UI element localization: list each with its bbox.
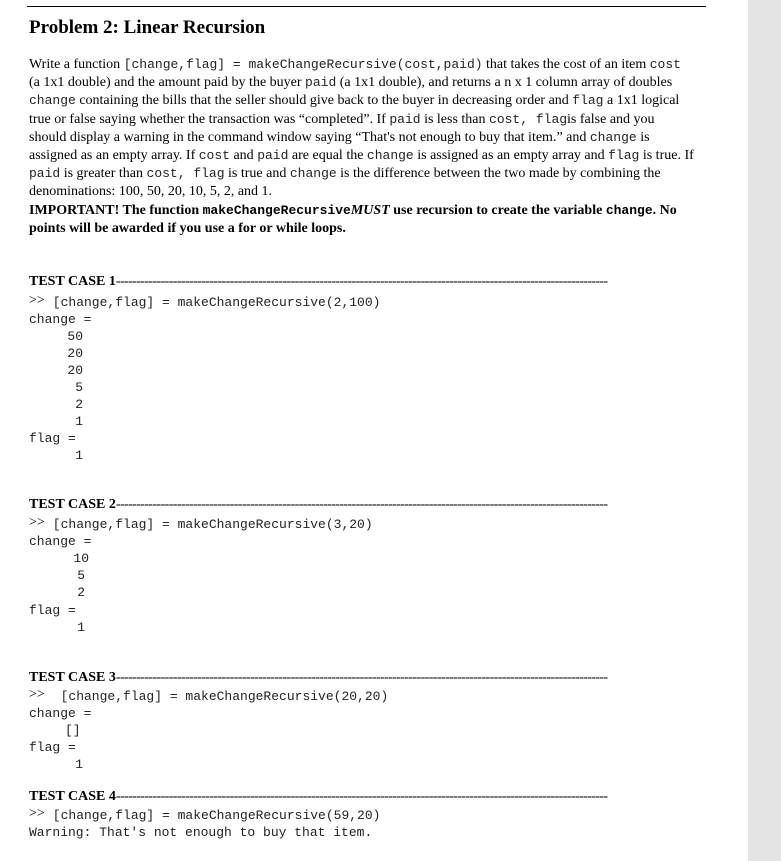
change-value: 20 xyxy=(67,346,83,361)
important-note: IMPORTANT! The function makeChangeRecursiveMUST use recursion to create the variable change. No points will be awarded if you use a for or while loops. xyxy=(29,202,677,236)
test-case-4-heading: TEST CASE 4------------------------------------------------------------------------------------------------------------------------- xyxy=(29,789,608,804)
command-line: [change,flag] = makeChangeRecursive(20,20) xyxy=(45,689,389,704)
function-signature: [change,flag] = makeChangeRecursive(cost,paid) xyxy=(123,57,483,72)
command-line: [change,flag] = makeChangeRecursive(59,20) xyxy=(45,808,381,823)
change-label: change = xyxy=(29,534,92,549)
change-value: 20 xyxy=(67,363,83,378)
flag-value: 1 xyxy=(75,448,83,463)
top-rule xyxy=(27,6,706,7)
change-value: 2 xyxy=(75,397,83,412)
flag-label: flag = xyxy=(29,603,76,618)
problem-title: Problem 2: Linear Recursion xyxy=(29,17,266,38)
warning-message: Warning: That's not enough to buy that item. xyxy=(29,825,373,840)
command-prompt: >> xyxy=(29,293,45,308)
change-value: 2 xyxy=(77,585,85,600)
flag-value: 1 xyxy=(75,757,83,772)
command-line: [change,flag] = makeChangeRecursive(2,100) xyxy=(45,295,381,310)
test-case-2-heading: TEST CASE 2------------------------------------------------------------------------------------------------------------------------- xyxy=(29,497,608,512)
test-case-3-heading: TEST CASE 3------------------------------------------------------------------------------------------------------------------------- xyxy=(29,670,608,685)
test-case-1-heading: TEST CASE 1------------------------------------------------------------------------------------------------------------------------- xyxy=(29,274,608,289)
change-label: change = xyxy=(29,312,92,327)
right-margin-panel xyxy=(748,0,781,861)
command-prompt: >> xyxy=(29,515,45,530)
flag-value: 1 xyxy=(77,620,85,635)
empty-change-value: [] xyxy=(65,723,81,738)
command-line: [change,flag] = makeChangeRecursive(3,20) xyxy=(45,517,373,532)
change-value: 1 xyxy=(75,414,83,429)
change-value: 5 xyxy=(75,380,83,395)
command-prompt: >> xyxy=(29,806,45,821)
flag-label: flag = xyxy=(29,431,76,446)
flag-label: flag = xyxy=(29,740,76,755)
change-label: change = xyxy=(29,706,92,721)
change-value: 5 xyxy=(77,568,85,583)
command-prompt: >> xyxy=(29,687,45,702)
problem-description: Write a function [change,flag] = makeChangeRecursive(cost,paid) that takes the cost of an item cost (a 1x1 double) and the amount paid by the buyer paid (a 1x1 double), and returns a n x 1 column array of doubles change containing the bills that the seller should give back to the buyer in decreasing order and flag a 1x1 logical true or false saying whether the transaction was “completed”. If paid is less than cost, flagis false and you should display a warning in the command window saying “That's not enough to buy that item.” and change is assigned as an empty array. If cost and paid are equal the change is assigned as an empty array and flag is true. If paid is greater than cost, flag is true and change is the difference between the two made by combining the denominations: 100, 50, 20, 10, 5, 2, and 1. IMPORTANT! The function makeChangeRecursiveMUST use recursion to create the variable change. No points will be awarded if you use a for or while loops. xyxy=(29,57,694,236)
change-value: 10 xyxy=(73,551,89,566)
change-value: 50 xyxy=(67,329,83,344)
